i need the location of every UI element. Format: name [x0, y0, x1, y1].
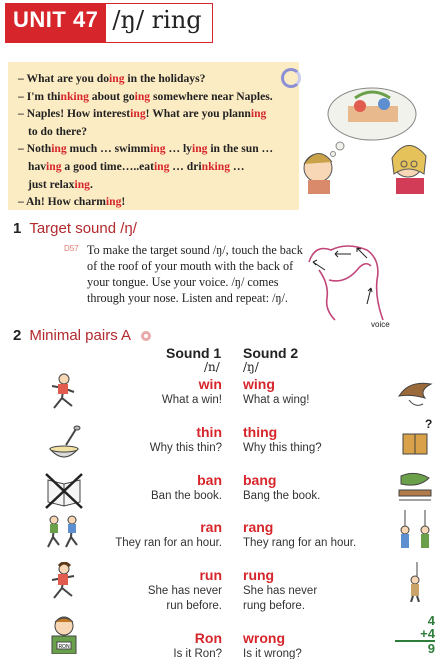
running-boy-icon: [44, 372, 84, 412]
sound-1-sentence: What a win!: [161, 394, 222, 406]
dialog-lines: [18, 70, 291, 211]
section-2-number: 2: [13, 327, 22, 344]
bell-ringers-icon: [395, 510, 435, 550]
dialog-line: having a good time…..eating … drinking …: [28, 159, 245, 173]
sound-2-word: wrong: [243, 630, 285, 646]
sound-2-sentence: What a wing!: [243, 394, 310, 406]
sum-result: 9: [395, 640, 435, 655]
section-1-number: 1: [13, 220, 22, 237]
svg-text:?: ?: [425, 418, 433, 431]
name-badge: RON: [58, 644, 70, 650]
audio-icon[interactable]: [140, 330, 152, 342]
section-2-heading: [13, 327, 152, 344]
runners-icon: [44, 513, 84, 553]
sound-2-sentence: They rang for an hour.: [243, 537, 357, 549]
sound-2-word: bang: [243, 472, 277, 488]
dialog-line: – What are you doing in the holidays?: [18, 72, 206, 85]
sum-middle: +4: [420, 626, 435, 641]
section-2-title: Minimal pairs A: [29, 327, 131, 344]
section-1-heading: [13, 220, 137, 237]
running-girl-icon: [44, 562, 84, 602]
thinking-people-illustration: [300, 84, 436, 194]
boy-ron-icon: [44, 614, 84, 654]
section-1-title: Target sound /ŋ/: [29, 220, 137, 237]
sound-1-sentence: She has never: [147, 585, 222, 597]
intro-dialog: [8, 62, 299, 210]
bird-wing-icon: [395, 372, 435, 412]
sound-2-sentence: She has never: [243, 585, 318, 597]
sound-1-sentence: run before.: [166, 600, 222, 612]
dialog-line: – Naples! How interesting! What are you planning: [18, 107, 267, 121]
voice-label: voice: [371, 320, 390, 329]
unit-header: [5, 3, 213, 43]
sound-2-header: Sound 2: [243, 345, 299, 361]
unit-sound-title: /ŋ/ ring: [106, 3, 212, 43]
sound-1-word: ban: [197, 472, 222, 488]
unit-number: UNIT 47: [5, 3, 106, 43]
target-sound-instruction: To make the target sound /ŋ/, touch the back of the roof of your mouth with the back of your tongue. Use your voice. /ŋ/ comes through your nose. Listen and repeat: /ŋ/.: [87, 243, 303, 305]
girl-bell-icon: [395, 562, 435, 602]
spoon-bowl-icon: [44, 425, 84, 465]
sound-1-word: win: [198, 376, 222, 392]
sound-2-sentence: Bang the book.: [243, 490, 321, 502]
sound-2-sentence: Is it wrong?: [243, 648, 302, 659]
sound-1-word: run: [199, 567, 222, 583]
dialog-line: to do there?: [28, 124, 88, 138]
book-slam-icon: [395, 466, 435, 506]
sound-2-sentence: rung before.: [243, 600, 306, 612]
wrong-sum-icon: [395, 614, 435, 659]
sound-2-word: rang: [243, 519, 274, 535]
sound-2-word: thing: [243, 424, 278, 440]
dialog-line: – Nothing much … swimming … lying in the sun …: [18, 142, 274, 156]
sound-1-sentence: Is it Ron?: [173, 648, 222, 659]
sound-1-sentence: Why this thin?: [149, 442, 222, 454]
sound-2-word: rung: [243, 567, 275, 583]
sound-1-word: ran: [200, 519, 222, 535]
sound-2-word: wing: [243, 376, 275, 392]
sound-1-header: Sound 1: [166, 345, 222, 361]
sound-1-sentence: Ban the book.: [151, 490, 222, 502]
gift-box-icon: [395, 418, 435, 458]
crossed-book-icon: [44, 470, 84, 510]
sound-1-word: thin: [196, 424, 222, 440]
disc-icon: [281, 68, 301, 88]
dialog-line: – Ah! How charming!: [18, 195, 126, 209]
sound-1-word: Ron: [194, 630, 222, 646]
audio-track-label[interactable]: D57: [64, 244, 79, 253]
sound-1-sentence: They ran for an hour.: [115, 537, 222, 549]
sound-2-symbol: /ŋ/: [243, 360, 259, 374]
sound-2-sentence: Why this thing?: [243, 442, 322, 454]
mouth-diagram: [305, 240, 395, 322]
dialog-line: – I'm thinking about going somewhere near Naples.: [18, 89, 273, 103]
dialog-line: just relaxing.: [28, 177, 93, 191]
sound-1-symbol: /n/: [204, 360, 220, 374]
sum-top: 4: [427, 613, 435, 628]
